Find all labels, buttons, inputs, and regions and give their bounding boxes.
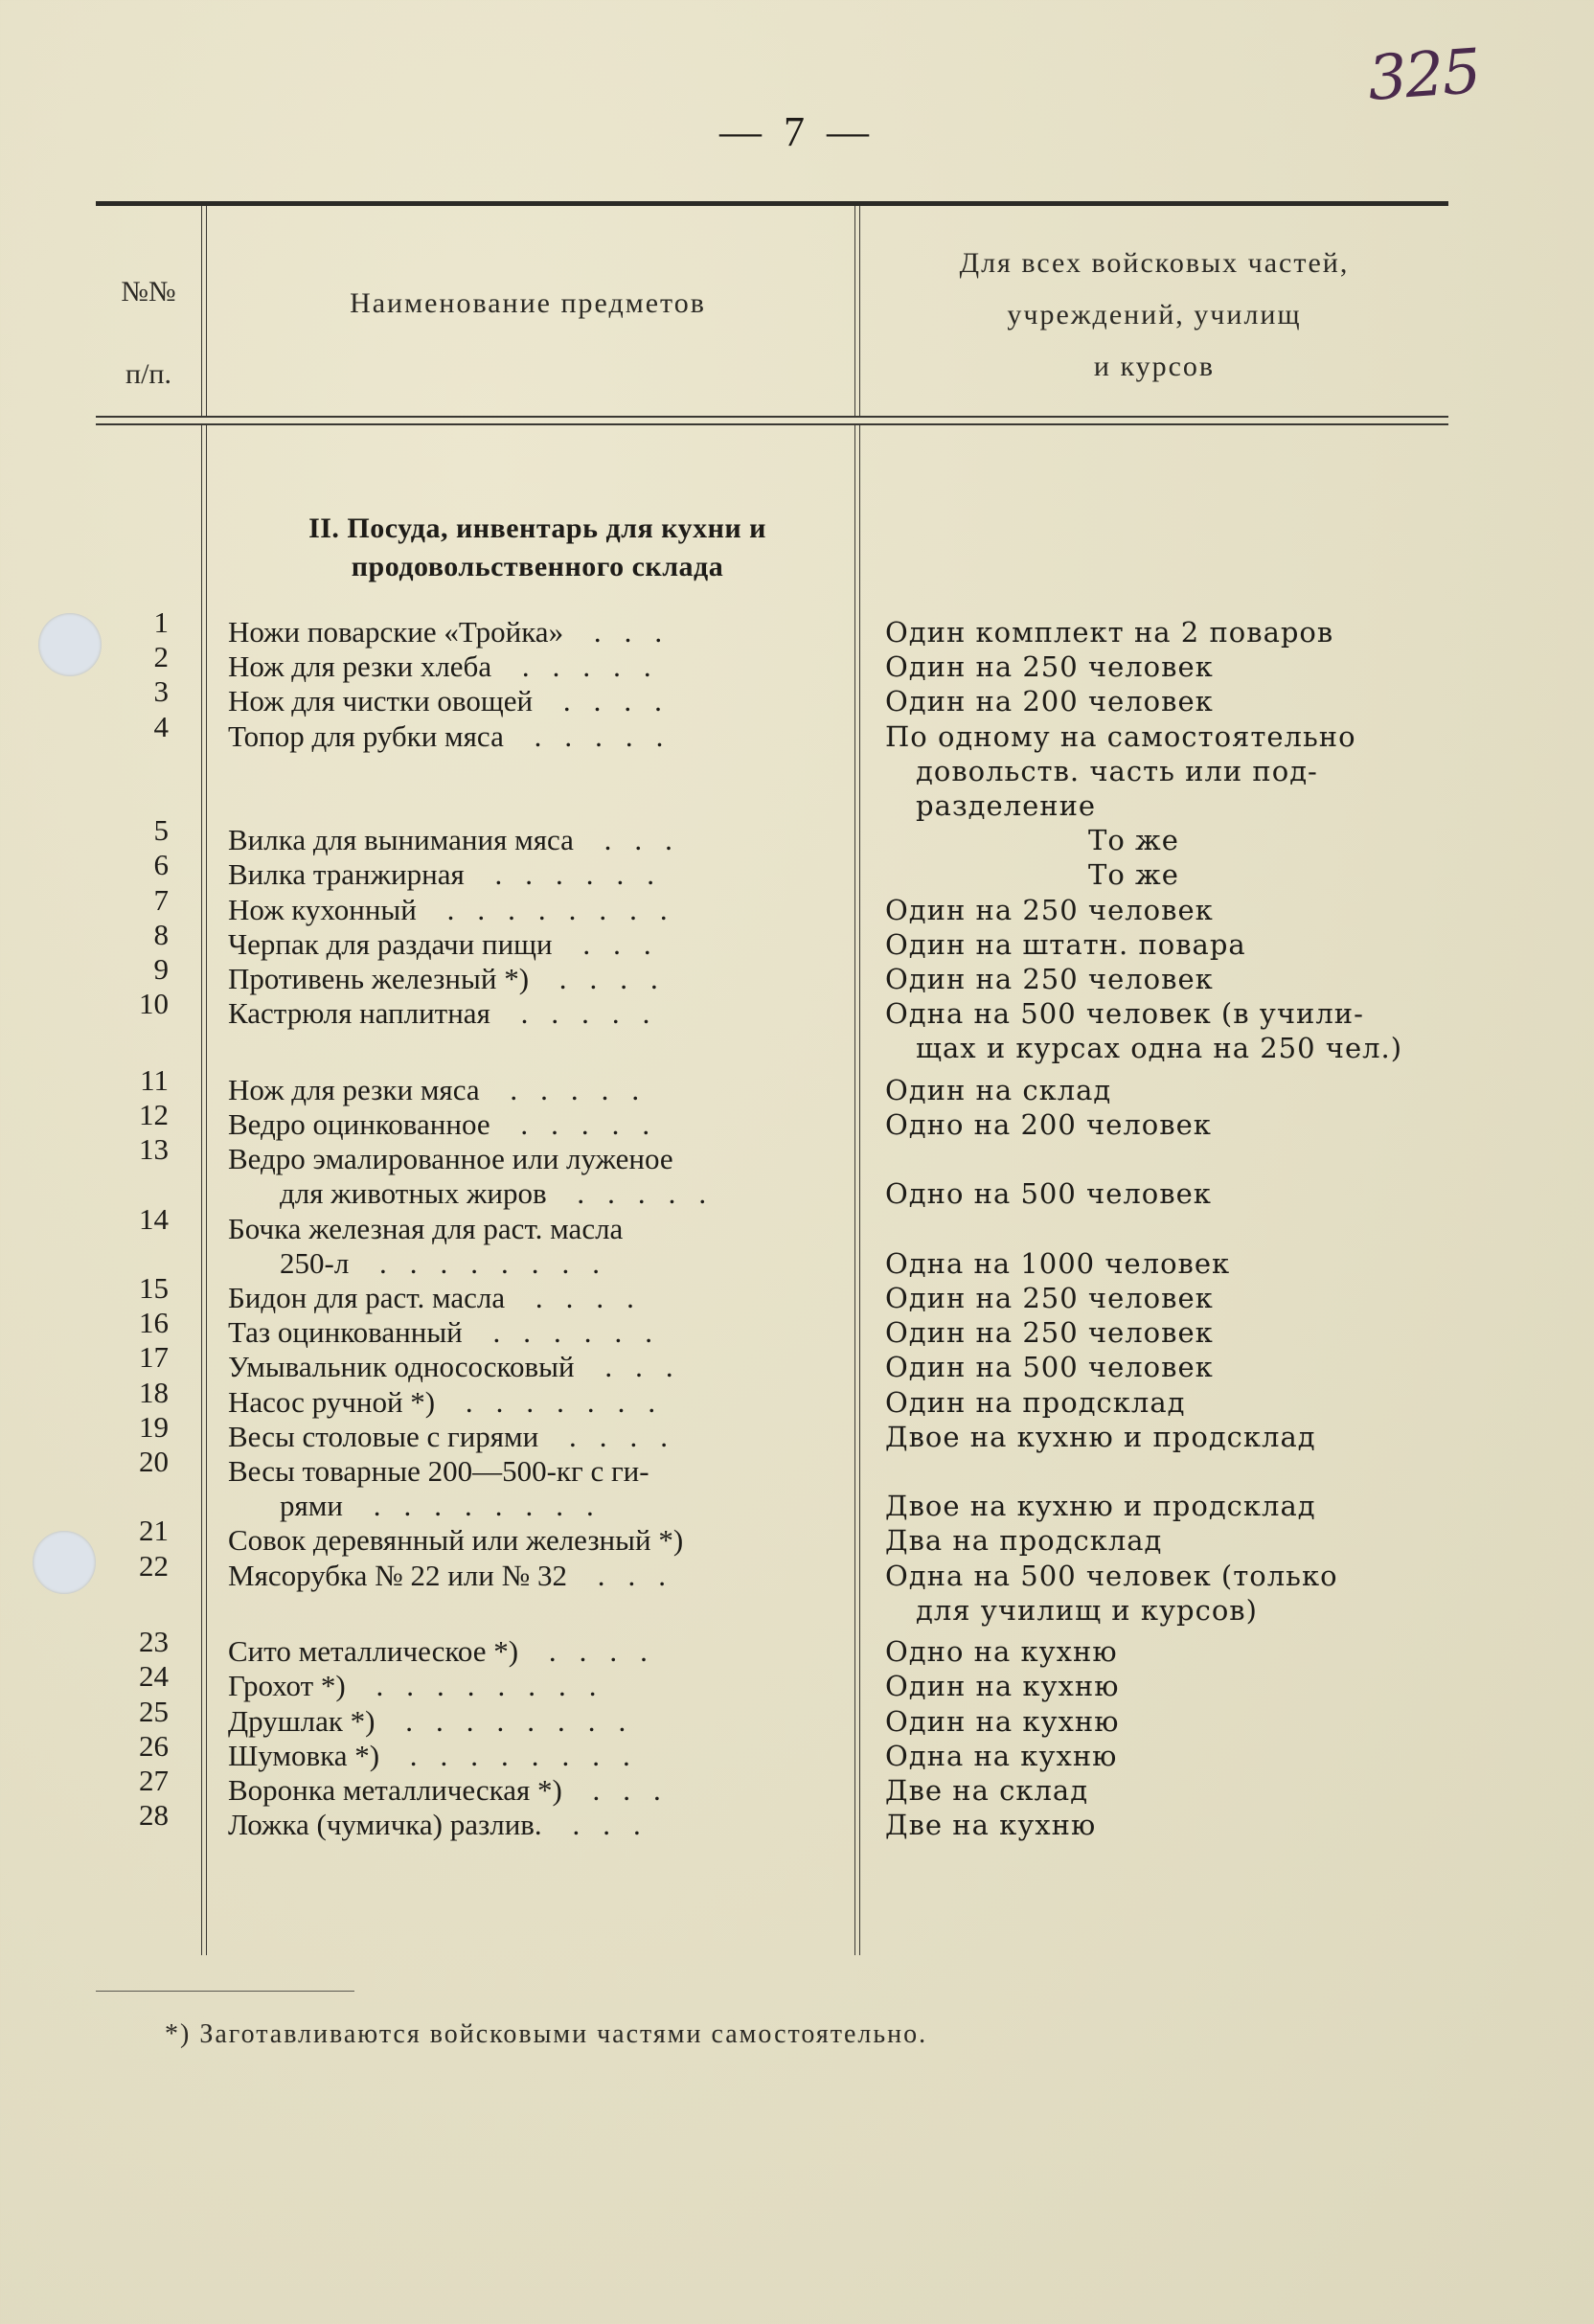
item-name xyxy=(228,1669,831,1703)
item-name xyxy=(228,1385,831,1420)
row-number: 7 xyxy=(153,882,169,917)
row-number: 24 xyxy=(139,1659,169,1694)
row-number: 11 xyxy=(140,1062,169,1097)
norm-text: Один на 250 человек xyxy=(885,650,1214,684)
table-row xyxy=(0,1514,1594,1558)
norm-text: Одно на кухню xyxy=(885,1635,1118,1669)
table-row xyxy=(0,1798,1594,1842)
norm-text: Один на штатн. повара xyxy=(885,927,1246,961)
norm-text: Одно на 200 человек xyxy=(885,1108,1212,1142)
norm-text: Одна на 500 человек (в учили- xyxy=(885,997,1364,1031)
row-number: 14 xyxy=(139,1201,169,1236)
row-number: 10 xyxy=(139,987,169,1021)
leader-dots: ...... xyxy=(462,1315,676,1350)
item-name-continuation xyxy=(280,1176,831,1211)
norm-text: То же xyxy=(1088,858,1179,892)
header-number-sublabel: п/п. xyxy=(125,358,171,390)
row-number: 6 xyxy=(153,848,169,882)
item-name xyxy=(228,1773,831,1808)
item-name-text: Нож для резки мяса xyxy=(228,1072,480,1106)
row-number: 13 xyxy=(139,1132,169,1167)
item-name xyxy=(228,962,831,996)
footnote-rule xyxy=(96,1991,354,1992)
leader-dots: .... xyxy=(538,1419,692,1453)
item-name-text: Насос ручной *) xyxy=(228,1384,436,1419)
row-number: 8 xyxy=(153,917,169,951)
table-row xyxy=(0,709,1594,824)
header-norm-line: и курсов xyxy=(1093,351,1216,382)
item-name-text: Нож для чистки овощей xyxy=(228,684,534,718)
norm-text: То же xyxy=(1088,824,1179,857)
table-row xyxy=(0,917,1594,962)
table-top-rule xyxy=(96,201,1448,206)
leader-dots: ........ xyxy=(342,1489,617,1523)
norm-text: Двое на кухню и продсклад xyxy=(885,1420,1316,1453)
norm-text: Один комплект на 2 поваров xyxy=(885,616,1334,649)
item-name-text: Весы товарные 200—500-кг с ги- xyxy=(228,1454,649,1489)
item-name-text: Друшлак *) xyxy=(228,1703,376,1738)
section-title-line: II. Посуда, инвентарь для кухни и xyxy=(308,513,766,544)
row-number: 5 xyxy=(153,813,169,848)
item-name-text: Противень железный *) xyxy=(228,962,530,995)
leader-dots: ..... xyxy=(479,1072,663,1106)
row-number: 17 xyxy=(139,1340,169,1375)
header-bottom-rule xyxy=(96,416,1448,418)
table-row xyxy=(0,882,1594,927)
leader-dots: ..... xyxy=(503,718,687,753)
leader-dots: ........ xyxy=(379,1738,653,1772)
item-name-text: Топор для рубки мяса xyxy=(228,718,504,753)
leader-dots: ....... xyxy=(435,1384,679,1419)
row-number: 20 xyxy=(139,1445,169,1479)
table-row xyxy=(0,1625,1594,1669)
row-number: 18 xyxy=(139,1375,169,1409)
norm-text: Одна на кухню xyxy=(885,1739,1118,1772)
item-name xyxy=(228,1212,831,1246)
norm-text: Один на 250 человек xyxy=(885,963,1214,995)
item-name xyxy=(228,893,831,927)
table-row xyxy=(0,1409,1594,1454)
norm-text: Одно на 500 человек xyxy=(885,1177,1212,1211)
item-name-continuation-text: 250-л xyxy=(280,1245,350,1280)
table-row xyxy=(0,848,1594,892)
table-row xyxy=(0,605,1594,649)
item-name-text: Нож для резки хлеба xyxy=(228,649,492,684)
leader-dots: .... xyxy=(533,684,685,718)
norm-text: Один на 250 человек xyxy=(885,893,1214,926)
item-name-continuation-text: рями xyxy=(280,1489,343,1523)
item-name xyxy=(228,857,831,892)
item-name-text: Ложка (чумичка) разлив. xyxy=(228,1808,542,1842)
item-name xyxy=(228,1350,831,1384)
item-name-text: Воронка металлическая *) xyxy=(228,1773,562,1808)
norm-text: Одна на 500 человек (только xyxy=(885,1559,1338,1592)
row-number: 22 xyxy=(139,1548,169,1583)
leader-dots: ... xyxy=(561,1773,684,1808)
item-name-text: Бидон для раст. масла xyxy=(228,1281,506,1315)
item-name-text: Нож кухонный xyxy=(228,892,417,926)
table-row xyxy=(0,987,1594,1065)
row-number: 16 xyxy=(139,1306,169,1340)
table-row xyxy=(0,952,1594,996)
header-bottom-rule-2 xyxy=(96,423,1448,425)
handwritten-folio-number: 325 xyxy=(1365,36,1482,115)
row-number: 9 xyxy=(153,952,169,986)
norm-text: Два на продсклад xyxy=(885,1524,1163,1558)
leader-dots: ... xyxy=(574,1350,696,1384)
item-name-text: Ведро эмалированное или луженое xyxy=(228,1142,673,1176)
column-divider xyxy=(854,206,855,417)
section-title xyxy=(226,510,849,586)
table-row xyxy=(0,1062,1594,1107)
table-row xyxy=(0,1445,1594,1523)
table-row xyxy=(0,1694,1594,1739)
header-number-label: №№ xyxy=(121,276,176,308)
item-name xyxy=(228,1559,831,1593)
leader-dots: .... xyxy=(529,962,681,995)
header-norm-line: Для всех войсковых частей, xyxy=(959,247,1350,279)
table-row xyxy=(0,1340,1594,1384)
item-name-text: Кастрюля наплитная xyxy=(228,996,490,1031)
item-name-text: Умывальник однососковый xyxy=(228,1350,575,1384)
norm-text: Один на кухню xyxy=(885,1670,1120,1703)
table-row xyxy=(0,674,1594,718)
norm-text: Один на 250 человек xyxy=(885,1316,1214,1350)
item-name xyxy=(228,649,831,684)
item-name xyxy=(228,684,831,718)
row-number: 4 xyxy=(153,709,169,743)
header-name-column: Наименование предметов xyxy=(350,287,706,319)
item-name-text: Мясорубка № 22 или № 32 xyxy=(228,1558,567,1592)
norm-text: Один на 500 человек xyxy=(885,1351,1214,1384)
norm-text: По одному на самостоятельно xyxy=(885,719,1356,753)
item-name-text: Ножи поварские «Тройка» xyxy=(228,615,564,649)
leader-dots: .... xyxy=(505,1281,657,1315)
leader-dots: ... xyxy=(563,615,686,649)
item-name xyxy=(228,1808,831,1842)
item-name-text: Вилка транжирная xyxy=(228,857,465,892)
row-number: 15 xyxy=(139,1271,169,1306)
norm-text: для училищ и курсов) xyxy=(916,1593,1258,1627)
header-norm-line: учреждений, училищ xyxy=(1007,299,1302,330)
row-number: 27 xyxy=(139,1764,169,1798)
row-number: 19 xyxy=(139,1409,169,1444)
leader-dots: ... xyxy=(566,1558,689,1592)
row-number: 23 xyxy=(139,1625,169,1659)
table-row xyxy=(0,1728,1594,1773)
norm-text: Один на 200 человек xyxy=(885,685,1214,718)
item-name xyxy=(228,719,831,754)
item-name-text: Шумовка *) xyxy=(228,1738,380,1772)
leader-dots: ........ xyxy=(416,892,691,926)
item-name xyxy=(228,1315,831,1350)
item-name-continuation xyxy=(280,1246,831,1281)
table-row xyxy=(0,1548,1594,1628)
item-name-text: Вилка для вынимания мяса xyxy=(228,823,574,857)
row-number: 3 xyxy=(153,674,169,709)
norm-text: Один на кухню xyxy=(885,1704,1120,1738)
row-number: 2 xyxy=(153,640,169,674)
leader-dots: ...... xyxy=(464,857,677,892)
section-title-line: продовольственного склада xyxy=(351,551,724,582)
norm-text: Один на продсклад xyxy=(885,1385,1186,1419)
item-name-text: Весы столовые с гирями xyxy=(228,1419,539,1453)
leader-dots: ..... xyxy=(490,996,673,1031)
item-name xyxy=(228,1107,831,1142)
norm-text: Один на 250 человек xyxy=(885,1282,1214,1315)
header-norm-column xyxy=(860,238,1448,393)
table-row xyxy=(0,1201,1594,1281)
leader-dots: ... xyxy=(552,926,674,961)
item-name xyxy=(228,996,831,1031)
item-name xyxy=(228,615,831,649)
table-row xyxy=(0,1132,1594,1211)
item-name xyxy=(228,1281,831,1315)
norm-text: Одна на 1000 человек xyxy=(885,1246,1231,1280)
table-row xyxy=(0,813,1594,857)
leader-dots: ........ xyxy=(375,1703,649,1738)
row-number: 21 xyxy=(139,1514,169,1548)
table-row xyxy=(0,1098,1594,1142)
item-name xyxy=(228,1454,831,1489)
item-name xyxy=(228,1142,831,1176)
item-name xyxy=(228,823,831,857)
row-number: 25 xyxy=(139,1694,169,1728)
item-name-text: Совок деревянный или железный *) xyxy=(228,1523,684,1558)
norm-text: Две на склад xyxy=(885,1774,1089,1808)
leader-dots: ..... xyxy=(490,1107,673,1142)
leader-dots: ........ xyxy=(349,1245,624,1280)
item-name xyxy=(228,1704,831,1739)
item-name xyxy=(228,927,831,962)
footnote: *) Заготавливаются войсковыми частями самостоятельно. xyxy=(165,2019,928,2049)
page-number: — 7 — xyxy=(719,108,875,155)
leader-dots: ........ xyxy=(345,1669,620,1703)
leader-dots: ..... xyxy=(546,1176,730,1211)
norm-text: разделение xyxy=(916,788,1097,822)
item-name xyxy=(228,1634,831,1669)
table-row xyxy=(0,640,1594,684)
table-row xyxy=(0,1659,1594,1703)
norm-text: Две на кухню xyxy=(885,1809,1097,1842)
table-row xyxy=(0,1271,1594,1315)
item-name-continuation-text: для животных жиров xyxy=(280,1176,547,1211)
row-number: 1 xyxy=(153,605,169,639)
item-name-text: Таз оцинкованный xyxy=(228,1315,463,1350)
column-divider xyxy=(201,206,202,417)
item-name-text: Ведро оцинкованное xyxy=(228,1107,490,1142)
norm-text: довольств. часть или под- xyxy=(916,754,1318,787)
norm-text: щах и курсах одна на 250 чел.) xyxy=(916,1032,1403,1065)
item-name xyxy=(228,1739,831,1773)
table-row xyxy=(0,1375,1594,1420)
row-number: 12 xyxy=(139,1098,169,1132)
row-number: 28 xyxy=(139,1798,169,1833)
leader-dots: ..... xyxy=(491,649,674,684)
norm-text: Двое на кухню и продсклад xyxy=(885,1490,1316,1523)
item-name-text: Бочка железная для раст. масла xyxy=(228,1211,624,1245)
table-row xyxy=(0,1764,1594,1808)
item-name-continuation xyxy=(280,1489,831,1523)
item-name xyxy=(228,1420,831,1454)
table-row xyxy=(0,1306,1594,1350)
header-number-column xyxy=(96,251,201,416)
item-name xyxy=(228,1073,831,1107)
leader-dots: .... xyxy=(518,1634,671,1669)
item-name-text: Черпак для раздачи пищи xyxy=(228,926,553,961)
leader-dots: ... xyxy=(573,823,695,857)
row-number: 26 xyxy=(139,1728,169,1763)
leader-dots: ... xyxy=(541,1808,664,1842)
norm-text: Один на склад xyxy=(885,1073,1112,1106)
item-name-text: Грохот *) xyxy=(228,1669,346,1703)
item-name-text: Сито металлическое *) xyxy=(228,1634,519,1669)
item-name xyxy=(228,1523,831,1558)
